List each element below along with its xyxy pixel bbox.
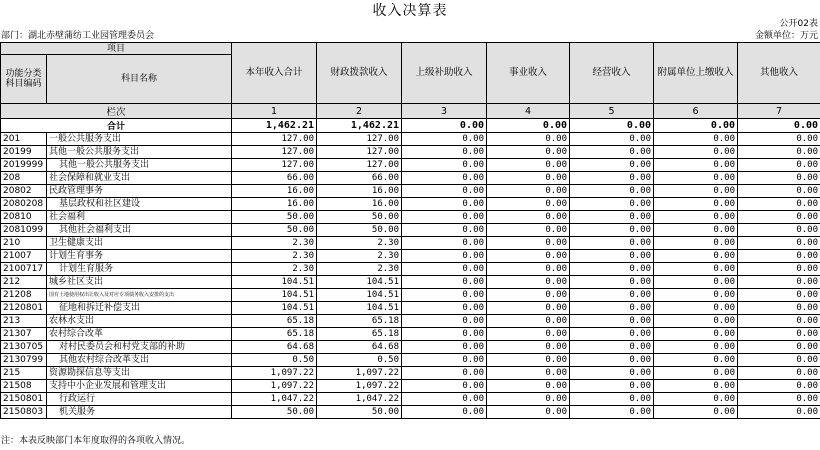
amount-cell: 66.00	[317, 172, 402, 185]
table-row	[1, 237, 820, 250]
subject-name-cell: 农村综合改革	[47, 328, 232, 341]
column-number: 1	[232, 104, 317, 119]
func-code-cell: 2081099	[1, 224, 47, 237]
amount-cell: 50.00	[317, 224, 402, 237]
amount-cell: 65.18	[232, 315, 317, 328]
amount-cell: 0.00	[654, 133, 738, 146]
amount-cell: 0.00	[487, 211, 570, 224]
amount-cell: 104.51	[317, 276, 402, 289]
amount-cell: 0.00	[402, 393, 487, 406]
column-number: 7	[738, 104, 820, 119]
amount-cell: 0.00	[738, 393, 820, 406]
amount-cell: 0.00	[570, 263, 654, 276]
report-title: 收入决算表	[372, 3, 448, 19]
amount-cell: 50.00	[232, 211, 317, 224]
amount-cell: 0.00	[570, 185, 654, 198]
amount-cell: 0.00	[402, 224, 487, 237]
amount-cell: 0.00	[487, 237, 570, 250]
table-row	[1, 146, 820, 159]
header-func-code: 功能分类科目编码	[1, 55, 47, 104]
table-row	[1, 172, 820, 185]
amount-cell: 50.00	[232, 406, 317, 419]
table-row	[1, 354, 820, 367]
total-value: 0.00	[570, 119, 654, 133]
amount-cell: 0.00	[654, 367, 738, 380]
amount-cell: 0.00	[738, 341, 820, 354]
form-code: 公开02表	[779, 19, 818, 29]
amount-cell: 0.00	[570, 198, 654, 211]
amount-cell: 104.51	[232, 289, 317, 302]
table-row	[1, 341, 820, 354]
amount-cell: 0.00	[402, 406, 487, 419]
func-code-cell: 2120801	[1, 302, 47, 315]
amount-cell: 0.00	[738, 172, 820, 185]
amount-cell: 0.00	[738, 198, 820, 211]
amount-cell: 65.18	[317, 315, 402, 328]
amount-cell: 127.00	[317, 159, 402, 172]
amount-cell: 0.00	[654, 159, 738, 172]
table-row	[1, 159, 820, 172]
func-code-cell: 2100717	[1, 263, 47, 276]
amount-cell: 0.00	[570, 302, 654, 315]
subject-name-cell: 支持中小企业发展和管理支出	[47, 380, 232, 393]
amount-cell: 0.00	[487, 367, 570, 380]
func-code-cell: 20810	[1, 211, 47, 224]
table-row	[1, 263, 820, 276]
amount-cell: 0.00	[487, 315, 570, 328]
amount-cell: 1,097.22	[232, 367, 317, 380]
header-project: 项目	[1, 43, 232, 55]
amount-cell: 0.00	[402, 328, 487, 341]
total-value: 0.00	[487, 119, 570, 133]
subject-name-cell: 其他一般公共服务支出	[47, 159, 232, 172]
amount-cell: 0.00	[487, 406, 570, 419]
amount-cell: 66.00	[232, 172, 317, 185]
amount-cell: 0.00	[402, 276, 487, 289]
func-code-cell: 2150803	[1, 406, 47, 419]
amount-cell: 0.00	[738, 367, 820, 380]
amount-cell: 0.00	[654, 289, 738, 302]
amount-cell: 0.00	[402, 211, 487, 224]
amount-cell: 0.00	[402, 354, 487, 367]
func-code-cell: 21007	[1, 250, 47, 263]
func-code-cell: 2150801	[1, 393, 47, 406]
amount-cell: 1,047.22	[317, 393, 402, 406]
func-code-cell: 213	[1, 315, 47, 328]
subject-name-cell: 其他一般公共服务支出	[47, 146, 232, 159]
subject-name-cell: 对村民委员会和村党支部的补助	[47, 341, 232, 354]
func-code-cell: 210	[1, 237, 47, 250]
header-col-other: 其他收入	[738, 43, 820, 104]
amount-cell: 0.00	[487, 276, 570, 289]
amount-cell: 104.51	[232, 302, 317, 315]
header-col-total: 本年收入合计	[232, 43, 317, 104]
amount-cell: 2.30	[232, 250, 317, 263]
amount-cell: 0.00	[487, 263, 570, 276]
amount-cell: 0.00	[487, 380, 570, 393]
subject-name-cell: 国有土地使用权出让收入及对应专项债务收入安排的支出	[47, 289, 232, 302]
amount-cell: 0.00	[738, 133, 820, 146]
amount-cell: 0.00	[570, 250, 654, 263]
func-code-cell: 2080208	[1, 198, 47, 211]
func-code-cell: 212	[1, 276, 47, 289]
amount-cell: 0.00	[738, 315, 820, 328]
amount-cell: 0.00	[570, 172, 654, 185]
amount-cell: 0.00	[487, 289, 570, 302]
func-code-cell: 208	[1, 172, 47, 185]
amount-cell: 0.00	[487, 146, 570, 159]
amount-cell: 16.00	[232, 185, 317, 198]
amount-cell: 0.00	[570, 211, 654, 224]
header-col-affiliated: 附属单位上缴收入	[654, 43, 738, 104]
subject-name-cell: 社会福利	[47, 211, 232, 224]
amount-cell: 0.00	[402, 185, 487, 198]
func-code-cell: 21208	[1, 289, 47, 302]
amount-cell: 127.00	[232, 159, 317, 172]
amount-cell: 104.51	[232, 276, 317, 289]
column-number: 3	[402, 104, 487, 119]
func-code-cell: 20802	[1, 185, 47, 198]
column-number: 4	[487, 104, 570, 119]
column-number: 5	[570, 104, 654, 119]
total-row	[1, 119, 820, 133]
amount-cell: 0.00	[402, 159, 487, 172]
subject-name-cell: 计划生育服务	[47, 263, 232, 276]
amount-cell: 0.00	[738, 289, 820, 302]
amount-cell: 2.30	[317, 237, 402, 250]
amount-cell: 0.00	[654, 406, 738, 419]
amount-cell: 0.00	[654, 172, 738, 185]
footnote: 注：本表反映部门本年度取得的各项收入情况。	[1, 436, 191, 446]
amount-cell: 0.00	[487, 198, 570, 211]
amount-cell: 0.00	[570, 289, 654, 302]
amount-cell: 0.00	[487, 224, 570, 237]
amount-cell: 0.00	[654, 263, 738, 276]
amount-cell: 0.00	[570, 133, 654, 146]
amount-cell: 2.30	[317, 263, 402, 276]
amount-cell: 0.00	[402, 172, 487, 185]
amount-cell: 0.00	[654, 393, 738, 406]
subject-name-cell: 其他社会福利支出	[47, 224, 232, 237]
subject-name-cell: 行政运行	[47, 393, 232, 406]
column-number: 6	[654, 104, 738, 119]
amount-cell: 0.00	[402, 198, 487, 211]
amount-cell: 0.00	[738, 328, 820, 341]
amount-cell: 0.00	[487, 172, 570, 185]
amount-cell: 0.00	[487, 250, 570, 263]
amount-cell: 0.00	[570, 393, 654, 406]
amount-cell: 0.00	[738, 224, 820, 237]
subject-name-cell: 农林水支出	[47, 315, 232, 328]
amount-cell: 0.00	[738, 250, 820, 263]
subject-name-cell: 卫生健康支出	[47, 237, 232, 250]
total-label: 合计	[1, 119, 232, 133]
amount-cell: 0.00	[570, 224, 654, 237]
subject-name-cell: 机关服务	[47, 406, 232, 419]
amount-cell: 0.00	[738, 237, 820, 250]
amount-cell: 2.30	[232, 237, 317, 250]
amount-unit-label: 金额单位：万元	[754, 31, 818, 41]
amount-cell: 0.00	[738, 263, 820, 276]
amount-cell: 0.00	[402, 133, 487, 146]
amount-cell: 1,047.22	[232, 393, 317, 406]
header-col-business: 事业收入	[487, 43, 570, 104]
table-row	[1, 185, 820, 198]
amount-cell: 0.00	[654, 380, 738, 393]
func-code-cell: 21508	[1, 380, 47, 393]
amount-cell: 0.00	[654, 146, 738, 159]
amount-cell: 0.00	[654, 237, 738, 250]
total-value: 1,462.21	[317, 119, 402, 133]
header-col-superior-subsidy: 上级补助收入	[402, 43, 487, 104]
amount-cell: 0.00	[570, 367, 654, 380]
amount-cell: 0.00	[570, 276, 654, 289]
subject-name-cell: 城乡社区支出	[47, 276, 232, 289]
amount-cell: 0.00	[570, 406, 654, 419]
amount-cell: 0.00	[654, 185, 738, 198]
amount-cell: 104.51	[317, 289, 402, 302]
amount-cell: 0.00	[570, 380, 654, 393]
amount-cell: 104.51	[317, 302, 402, 315]
amount-cell: 0.00	[570, 354, 654, 367]
amount-cell: 0.00	[738, 211, 820, 224]
amount-cell: 16.00	[232, 198, 317, 211]
table-row	[1, 250, 820, 263]
amount-cell: 0.00	[402, 367, 487, 380]
total-value: 1,462.21	[232, 119, 317, 133]
subject-name-cell: 民政管理事务	[47, 185, 232, 198]
amount-cell: 0.00	[402, 315, 487, 328]
table-row	[1, 211, 820, 224]
table-row	[1, 276, 820, 289]
table-row	[1, 133, 820, 146]
amount-cell: 0.00	[487, 302, 570, 315]
func-code-cell: 21307	[1, 328, 47, 341]
table-row	[1, 198, 820, 211]
amount-cell: 0.00	[402, 237, 487, 250]
subject-name-cell: 一般公共服务支出	[47, 133, 232, 146]
amount-cell: 0.00	[570, 159, 654, 172]
amount-cell: 127.00	[232, 133, 317, 146]
amount-cell: 50.00	[232, 224, 317, 237]
table-row	[1, 328, 820, 341]
amount-cell: 50.00	[317, 406, 402, 419]
amount-cell: 0.00	[570, 315, 654, 328]
subject-name-cell: 征地和拆迁补偿支出	[47, 302, 232, 315]
amount-cell: 127.00	[317, 146, 402, 159]
amount-cell: 1,097.22	[317, 380, 402, 393]
amount-cell: 0.00	[654, 250, 738, 263]
amount-cell: 0.00	[402, 341, 487, 354]
header-col-fiscal: 财政拨款收入	[317, 43, 402, 104]
total-value: 0.00	[654, 119, 738, 133]
table-row	[1, 302, 820, 315]
amount-cell: 0.00	[487, 159, 570, 172]
table-row	[1, 380, 820, 393]
func-code-cell: 2130799	[1, 354, 47, 367]
amount-cell: 0.00	[570, 146, 654, 159]
table-row	[1, 224, 820, 237]
amount-cell: 16.00	[317, 185, 402, 198]
amount-cell: 0.00	[487, 393, 570, 406]
amount-cell: 0.00	[402, 263, 487, 276]
func-code-cell: 201	[1, 133, 47, 146]
column-number: 2	[317, 104, 402, 119]
total-value: 0.00	[738, 119, 820, 133]
func-code-cell: 20199	[1, 146, 47, 159]
amount-cell: 127.00	[317, 133, 402, 146]
total-value: 0.00	[402, 119, 487, 133]
amount-cell: 0.00	[738, 146, 820, 159]
amount-cell: 0.00	[487, 133, 570, 146]
amount-cell: 0.00	[570, 237, 654, 250]
table-row	[1, 289, 820, 302]
amount-cell: 0.00	[487, 354, 570, 367]
amount-cell: 0.00	[487, 341, 570, 354]
amount-cell: 0.50	[317, 354, 402, 367]
amount-cell: 0.00	[738, 185, 820, 198]
func-code-cell: 215	[1, 367, 47, 380]
amount-cell: 127.00	[232, 146, 317, 159]
amount-cell: 2.30	[232, 263, 317, 276]
subject-name-cell: 资源勘探信息等支出	[47, 367, 232, 380]
amount-cell: 0.00	[402, 380, 487, 393]
amount-cell: 0.00	[654, 198, 738, 211]
amount-cell: 0.00	[570, 328, 654, 341]
amount-cell: 0.00	[654, 315, 738, 328]
department-label: 部门：湖北赤壁蒲纺工业园管理委员会	[1, 31, 155, 41]
income-table	[0, 42, 820, 419]
amount-cell: 16.00	[317, 198, 402, 211]
amount-cell: 0.00	[738, 354, 820, 367]
subject-name-cell: 社会保障和就业支出	[47, 172, 232, 185]
amount-cell: 1,097.22	[232, 380, 317, 393]
table-row	[1, 393, 820, 406]
header-col-operating: 经营收入	[570, 43, 654, 104]
header-subject-name: 科目名称	[47, 55, 232, 104]
table-row	[1, 406, 820, 419]
amount-cell: 0.00	[654, 224, 738, 237]
row-index-label: 栏次	[1, 104, 232, 119]
amount-cell: 0.00	[738, 380, 820, 393]
amount-cell: 1,097.22	[317, 367, 402, 380]
amount-cell: 0.00	[654, 276, 738, 289]
amount-cell: 0.00	[738, 302, 820, 315]
subject-name-cell: 基层政权和社区建设	[47, 198, 232, 211]
amount-cell: 0.00	[570, 341, 654, 354]
amount-cell: 0.00	[402, 146, 487, 159]
amount-cell: 65.18	[317, 328, 402, 341]
amount-cell: 0.00	[402, 250, 487, 263]
amount-cell: 50.00	[317, 211, 402, 224]
amount-cell: 0.00	[487, 185, 570, 198]
subject-name-cell: 其他农村综合改革支出	[47, 354, 232, 367]
amount-cell: 65.18	[232, 328, 317, 341]
amount-cell: 64.68	[232, 341, 317, 354]
amount-cell: 2.30	[317, 250, 402, 263]
amount-cell: 0.00	[402, 302, 487, 315]
amount-cell: 0.50	[232, 354, 317, 367]
func-code-cell: 2019999	[1, 159, 47, 172]
table-row	[1, 315, 820, 328]
amount-cell: 0.00	[654, 302, 738, 315]
amount-cell: 0.00	[738, 159, 820, 172]
amount-cell: 0.00	[487, 328, 570, 341]
amount-cell: 0.00	[654, 341, 738, 354]
amount-cell: 64.68	[317, 341, 402, 354]
amount-cell: 0.00	[654, 328, 738, 341]
amount-cell: 0.00	[738, 406, 820, 419]
subject-name-cell: 计划生育事务	[47, 250, 232, 263]
func-code-cell: 2130705	[1, 341, 47, 354]
amount-cell: 0.00	[654, 211, 738, 224]
amount-cell: 0.00	[738, 276, 820, 289]
amount-cell: 0.00	[654, 354, 738, 367]
table-row	[1, 367, 820, 380]
amount-cell: 0.00	[402, 289, 487, 302]
